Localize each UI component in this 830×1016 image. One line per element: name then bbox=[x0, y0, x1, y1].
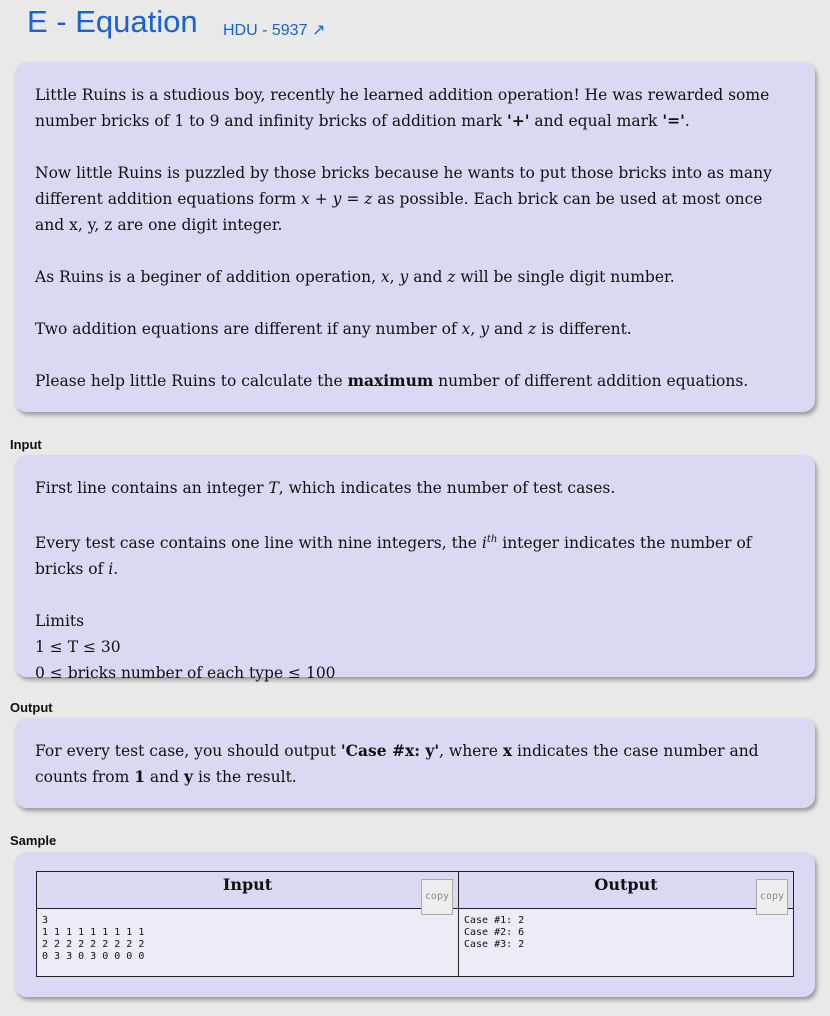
text: as possible. Each brick can be used at most once and x, y, z are one digit integer. bbox=[35, 190, 763, 234]
text: First line contains an integer bbox=[35, 479, 269, 497]
copy-output-button[interactable]: copy bbox=[756, 879, 788, 915]
text: , bbox=[470, 320, 481, 338]
sample-card bbox=[15, 852, 815, 997]
description-card bbox=[15, 62, 815, 412]
limit-bricks: 0 ≤ bricks number of each type ≤ 100 bbox=[35, 664, 336, 683]
text: x bbox=[502, 741, 513, 760]
input-card bbox=[15, 455, 815, 683]
sample-input: 3 1 1 1 1 1 1 1 1 1 2 2 2 2 2 2 2 2 2 0 3 3 0 3 0 0 0 0 bbox=[37, 909, 459, 977]
input-paragraph bbox=[35, 475, 795, 501]
math: th bbox=[486, 534, 498, 545]
text: As Ruins is a beginer of addition operation, bbox=[35, 268, 381, 286]
external-link-icon: ↗ bbox=[311, 22, 326, 39]
output-paragraph bbox=[35, 738, 795, 790]
text: and bbox=[145, 768, 184, 786]
input-paragraph bbox=[35, 527, 795, 582]
text: is different. bbox=[536, 320, 632, 338]
math: x bbox=[461, 320, 471, 338]
math: x bbox=[380, 268, 390, 286]
source-link[interactable] bbox=[223, 20, 325, 40]
text: Please help little Ruins to calculate the bbox=[35, 372, 348, 390]
math: x + y = z bbox=[301, 190, 373, 208]
limit-t: 1 ≤ T ≤ 30 bbox=[35, 638, 121, 657]
math: y bbox=[480, 320, 490, 338]
limits-label: Limits bbox=[35, 612, 85, 631]
math: z bbox=[528, 320, 537, 338]
text: For every test case, you should output bbox=[35, 742, 341, 760]
text: indicates the case number and counts from bbox=[35, 742, 759, 786]
source-label: HDU - 5937 bbox=[223, 22, 308, 39]
header-label: Output bbox=[594, 875, 658, 894]
text: . bbox=[113, 560, 119, 579]
description-paragraph bbox=[35, 82, 795, 134]
text: '=' bbox=[662, 111, 685, 130]
text: '+' bbox=[506, 111, 530, 130]
text: . bbox=[684, 112, 690, 130]
sample-section-label: Sample bbox=[10, 833, 57, 848]
description-paragraph bbox=[35, 368, 795, 394]
sample-table bbox=[36, 871, 794, 977]
text: , where bbox=[439, 742, 503, 760]
text: and equal mark bbox=[529, 112, 663, 130]
math: i bbox=[481, 534, 487, 553]
text: y bbox=[184, 767, 194, 786]
problem-title: E - Equation bbox=[27, 4, 198, 39]
output-section-label: Output bbox=[10, 700, 53, 715]
text: will be single digit number. bbox=[455, 268, 675, 286]
math: y bbox=[399, 268, 409, 286]
description-paragraph bbox=[35, 316, 795, 342]
input-section-label: Input bbox=[10, 437, 42, 452]
text: maximum bbox=[347, 371, 434, 390]
sample-output: Case #1: 2 Case #2: 6 Case #3: 2 bbox=[459, 909, 794, 977]
text: Little Ruins is a studious boy, recently he learned addition operation! He was rewarded some number bricks of 1 to 9 and infinity bricks of addition mark bbox=[35, 86, 770, 130]
text: , bbox=[389, 268, 400, 286]
text: 'Case #x: y' bbox=[340, 741, 440, 760]
output-card bbox=[15, 718, 815, 808]
math: i bbox=[108, 560, 114, 579]
text: integer indicates the number of bricks of bbox=[35, 534, 752, 579]
text: number of different addition equations. bbox=[433, 372, 749, 390]
text: is the result. bbox=[193, 768, 297, 786]
text: and bbox=[489, 320, 529, 338]
sample-input-header bbox=[37, 872, 459, 909]
math: z bbox=[447, 268, 456, 286]
header-label: Input bbox=[222, 875, 273, 894]
text: , which indicates the number of test cases. bbox=[278, 479, 616, 497]
math: T bbox=[268, 479, 279, 497]
copy-input-button[interactable]: copy bbox=[421, 879, 453, 915]
text: Now little Ruins is puzzled by those bricks because he wants to put those bricks into as many different addition equations form bbox=[35, 164, 772, 208]
text: and bbox=[408, 268, 448, 286]
text: 1 bbox=[134, 767, 145, 786]
text: Two addition equations are different if any number of bbox=[35, 320, 462, 338]
text: Every test case contains one line with nine integers, the bbox=[35, 534, 482, 553]
sample-output-header bbox=[459, 872, 794, 909]
description-paragraph bbox=[35, 160, 795, 238]
description-paragraph bbox=[35, 264, 795, 290]
